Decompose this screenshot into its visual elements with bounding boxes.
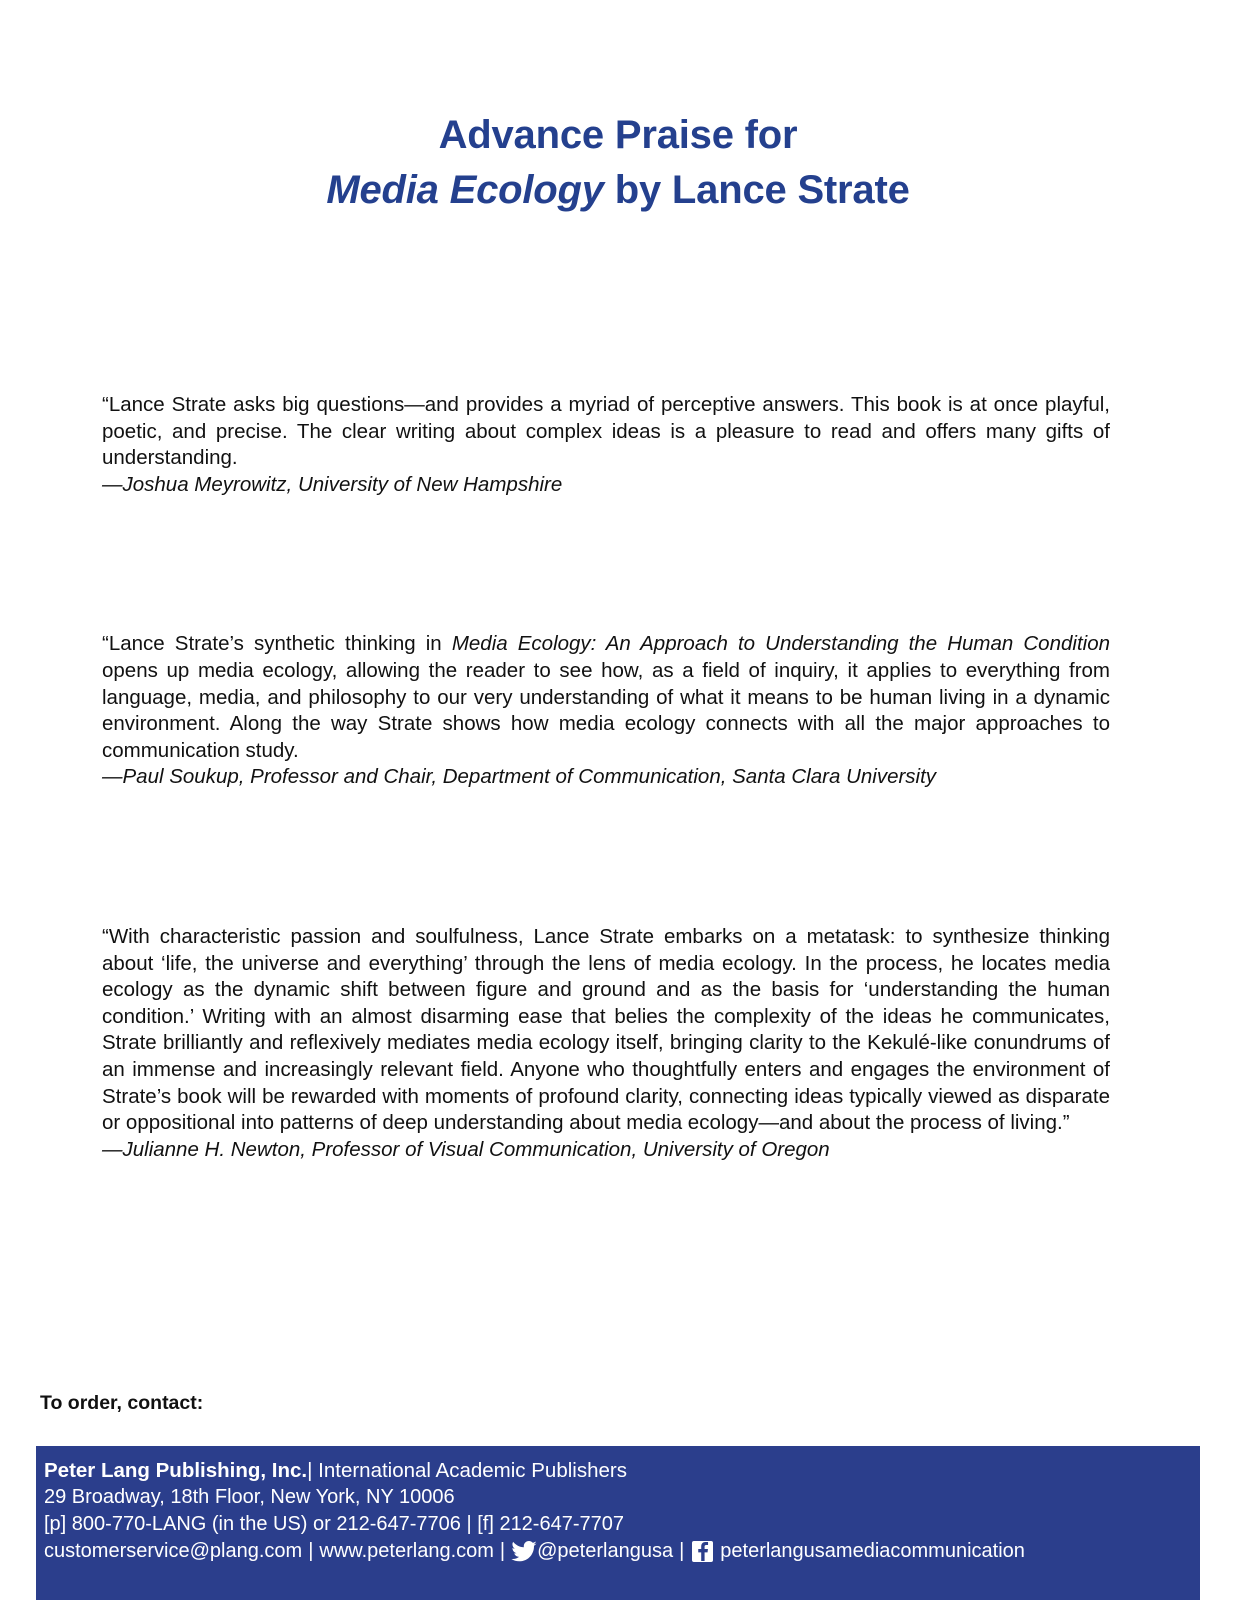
quote-block-2 <box>102 631 1110 791</box>
publisher-footer <box>36 1446 1200 1600</box>
footer-separator-3: | <box>679 1540 685 1562</box>
order-heading: To order, contact: <box>40 1392 204 1414</box>
quote-2-text-before: “Lance Strate’s synthetic thinking in <box>102 632 452 656</box>
quote-3-text: “With characteristic passion and soulfulness, Lance Strate embarks on a metatask: to synthesize thinking about ‘life, the universe and everything’ through the lens of media ecology. In the process, he locates media ecology as the dynamic shift between figure and ground and as the basis for ‘understanding the human condition.’ Writing with an almost disarming ease that belies the complexity of the ideas he communicates, Strate brilliantly and reflexively mediates media ecology itself, bringing clarity to the Kekulé-like conundrums of an immense and increasingly relevant field. Anyone who thoughtfully enters and engages the environment of Strate’s book will be rewarded with moments of profound clarity, connecting ideas typically viewed as disparate or oppositional into patterns of deep understanding about media ecology—and about the process of living.” <box>102 924 1110 1135</box>
footer-email-link[interactable]: customerservice@plang.com <box>44 1540 303 1562</box>
footer-publisher-line <box>44 1457 1200 1484</box>
twitter-icon[interactable] <box>511 1541 537 1562</box>
quote-2-attribution: —Paul Soukup, Professor and Chair, Department of Communication, Santa Clara University <box>102 765 937 789</box>
title-line-2 <box>0 163 1236 218</box>
twitter-handle[interactable]: @peterlangusa <box>537 1540 674 1562</box>
footer-website-link[interactable]: www.peterlang.com <box>319 1540 494 1562</box>
publisher-tagline: | International Academic Publishers <box>307 1459 627 1482</box>
page-title <box>0 108 1236 218</box>
quote-spacer-1 <box>102 498 1110 631</box>
quote-2-text-after: opens up media ecology, allowing the reader to see how, as a field of inquiry, it applies to everything from language, media, and philosophy to our very understanding of what it means to be human living in a dynamic environment. Along the way Strate shows how media ecology connects with all the major approaches to communication study. <box>102 658 1110 762</box>
quote-1-attribution: —Joshua Meyrowitz, University of New Hampshire <box>102 472 563 496</box>
quote-1-text: “Lance Strate asks big questions—and provides a myriad of perceptive answers. This book is at once playful, poetic, and precise. The clear writing about complex ideas is a pleasure to read and offers many gifts of understanding. <box>102 393 1110 470</box>
quote-2-text <box>102 631 1110 764</box>
facebook-icon[interactable] <box>692 1541 713 1562</box>
praise-quotes <box>102 392 1110 1163</box>
title-byline: by Lance Strate <box>603 168 910 213</box>
quote-block-3 <box>102 924 1110 1163</box>
title-book-name: Media Ecology <box>326 168 604 213</box>
footer-separator-1: | <box>308 1540 314 1562</box>
quote-3-attribution: —Julianne H. Newton, Professor of Visual Communication, University of Oregon <box>102 1137 830 1161</box>
footer-address-line: 29 Broadway, 18th Floor, New York, NY 10006 <box>44 1486 455 1508</box>
facebook-handle[interactable]: peterlangusamediacommunication <box>720 1540 1025 1562</box>
quote-spacer-2 <box>102 791 1110 924</box>
quote-2-work-title: Media Ecology: An Approach to Understanding the Human Condition <box>451 632 1110 656</box>
publisher-name: Peter Lang Publishing, Inc. <box>44 1459 308 1482</box>
footer-phone-line: [p] 800-770-LANG (in the US) or 212-647-7706 | [f] 212-647-7707 <box>44 1513 624 1535</box>
footer-contact-line <box>44 1538 1200 1564</box>
footer-separator-2: | <box>499 1540 506 1562</box>
quote-block-1 <box>102 392 1110 498</box>
title-line-1: Advance Praise for <box>438 113 798 157</box>
